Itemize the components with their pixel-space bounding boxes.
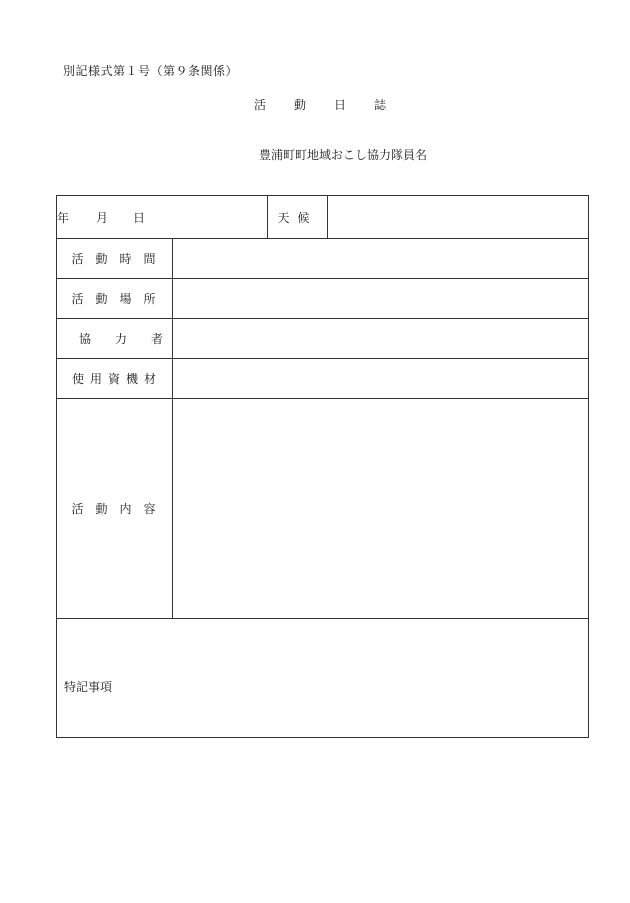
activity-time-field[interactable] xyxy=(173,239,589,279)
title-char: 活 xyxy=(253,98,266,112)
cooperator-label: 協力者 xyxy=(57,319,173,359)
activity-diary-table xyxy=(56,195,589,738)
equipment-field[interactable] xyxy=(173,359,589,399)
activity-content-label: 活動内容 xyxy=(57,399,173,619)
date-field[interactable] xyxy=(57,196,268,239)
equipment-label: 使用資機材 xyxy=(57,359,173,399)
weather-label: 天候 xyxy=(268,196,328,239)
notes-row xyxy=(57,619,589,738)
table-row xyxy=(57,279,589,319)
document-title xyxy=(0,96,630,113)
weather-field[interactable] xyxy=(328,196,589,239)
member-name-label: 豊浦町町地域おこし協力隊員名 xyxy=(259,148,428,162)
form-number: 別記様式第１号（第９条関係） xyxy=(63,64,239,78)
date-row xyxy=(57,196,589,239)
cooperator-field[interactable] xyxy=(173,319,589,359)
title-char: 誌 xyxy=(373,98,386,112)
table-row xyxy=(57,239,589,279)
day-label: 日 xyxy=(133,210,146,225)
title-char: 動 xyxy=(293,98,306,112)
table-row xyxy=(57,359,589,399)
table-row xyxy=(57,319,589,359)
notes-field[interactable] xyxy=(57,619,589,738)
year-label: 年 xyxy=(57,210,70,225)
activity-place-field[interactable] xyxy=(173,279,589,319)
month-label: 月 xyxy=(96,210,109,225)
notes-label: 特記事項 xyxy=(64,679,113,694)
activity-content-field[interactable] xyxy=(173,399,589,619)
activity-place-label: 活動場所 xyxy=(57,279,173,319)
title-char: 日 xyxy=(333,98,346,112)
table-row xyxy=(57,399,589,619)
activity-time-label: 活動時間 xyxy=(57,239,173,279)
